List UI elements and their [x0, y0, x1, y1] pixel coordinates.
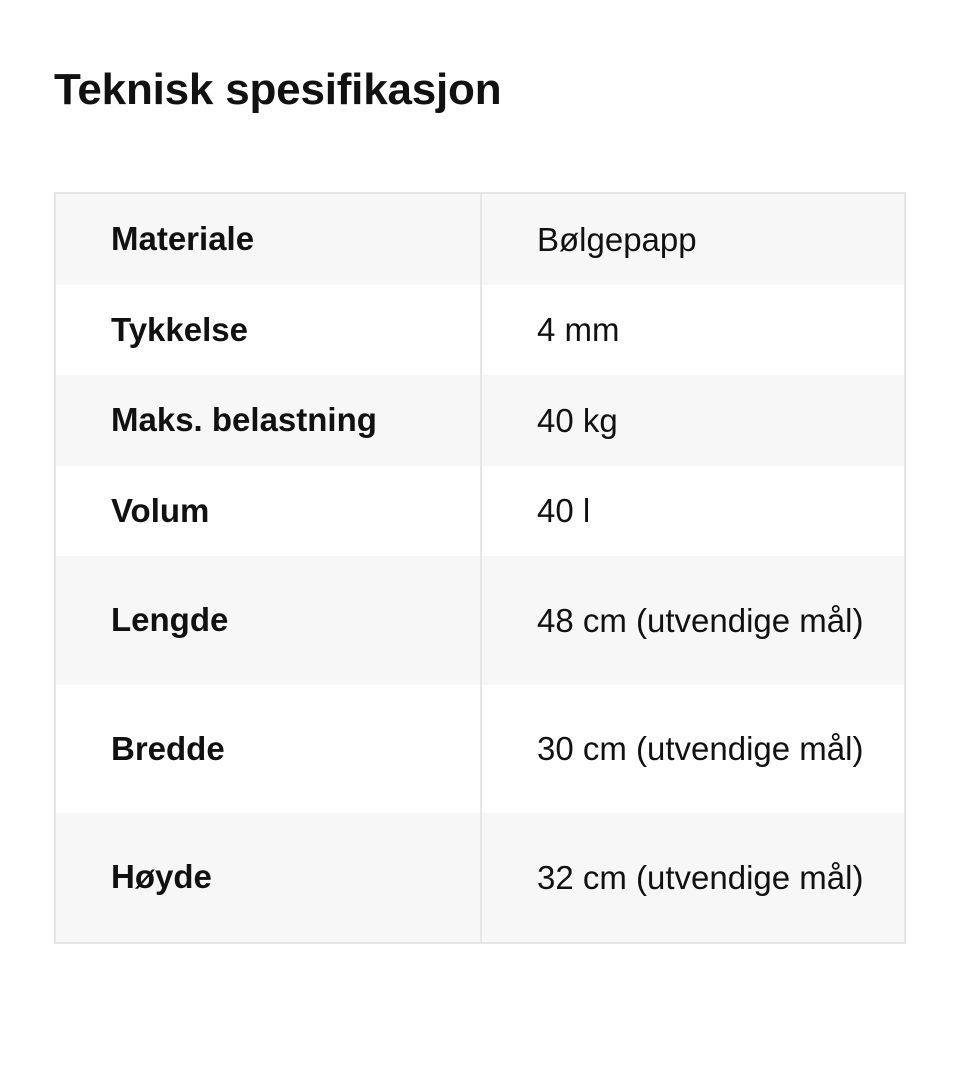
spec-label: Maks. belastning — [56, 375, 482, 466]
table-row — [56, 813, 904, 942]
table-row — [56, 375, 904, 466]
spec-label: Volum — [56, 466, 482, 557]
page-title: Teknisk spesifikasjon — [54, 65, 502, 114]
table-row — [56, 556, 904, 685]
spec-label: Materiale — [56, 194, 482, 285]
spec-value: 40 kg — [537, 401, 618, 439]
spec-value: 40 l — [537, 492, 591, 530]
table-row — [56, 194, 904, 285]
spec-table — [54, 192, 906, 944]
spec-label: Bredde — [56, 685, 482, 814]
spec-value: 30 cm (utvendige mål) — [537, 730, 864, 768]
spec-value: 4 mm — [537, 311, 620, 349]
spec-label: Høyde — [56, 813, 482, 942]
spec-value: 48 cm (utvendige mål) — [537, 601, 864, 639]
table-row — [56, 285, 904, 376]
table-row — [56, 466, 904, 557]
spec-label: Tykkelse — [56, 285, 482, 376]
table-row — [56, 685, 904, 814]
spec-label: Lengde — [56, 556, 482, 685]
spec-value: 32 cm (utvendige mål) — [537, 858, 864, 896]
spec-value: Bølgepapp — [537, 220, 697, 258]
